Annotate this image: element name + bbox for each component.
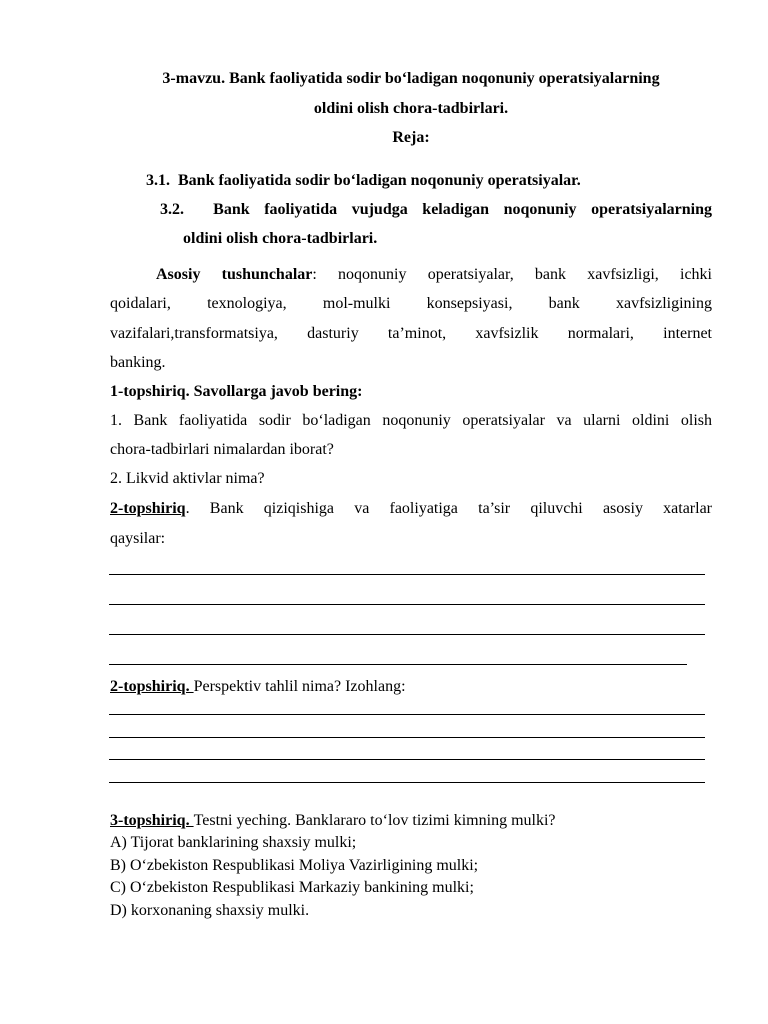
answer-line[interactable] [109,782,705,783]
plan-item-3-2-line2: oldini olish chora-tadbirlari. [183,230,378,247]
plan-item-3-2-line1 [160,195,712,224]
task2a-line1: 2-topshiriq. Bank qiziqishiga va faoliyatiga ta’sir qiluvchi asosiy xatarlar [110,500,713,517]
concepts-line3: vazifalari,transformatsiya, dasturiy ta’minot, xavfsizlik normalari, internet [110,325,712,342]
task1-question1-line1: 1. Bank faoliyatida sodir bo‘ladigan noqonuniy operatsiyalar va ularni oldini olish [110,412,712,429]
topic-title-line1: 3-mavzu. Bank faoliyatida sodir bo‘ladigan noqonuniy operatsiyalarning [162,70,660,87]
plan-item-3-2-text: Bank faoliyatida vujudga keladigan noqonuniy operatsiyalarning [213,201,712,218]
task1-question2: 2. Likvid aktivlar nima? [110,470,265,487]
answer-line[interactable] [109,737,705,738]
topic-title-line2: oldini olish chora-tadbirlari. [313,100,509,117]
task3-option-d[interactable]: D) korxonaning shaxsiy mulki. [110,902,310,919]
plan-item-3-1 [146,166,581,195]
answer-line[interactable] [109,664,687,665]
answer-line[interactable] [109,634,705,635]
plan-heading: Reja: [392,129,430,146]
task1-question1-line2: chora-tadbirlari nimalardan iborat? [110,441,334,458]
answer-line[interactable] [109,759,705,760]
concepts-line4: banking. [110,354,166,371]
task3-text: Testni yeching. Banklararo to‘lov tizimi kimning mulki? [193,812,556,829]
task3-question [110,810,556,832]
concepts-label: Asosiy tushunchalar [156,266,313,283]
task2b-line [110,672,406,701]
plan-item-3-2-number: 3.2. [160,201,184,218]
task3-option-b[interactable]: B) O‘zbekiston Respublikasi Moliya Vazirligining mulki; [110,857,479,874]
plan-item-3-1-text: Bank faoliyatida sodir bo‘ladigan noqonuniy operatsiyalar. [178,172,581,189]
task2a-text: Bank qiziqishiga va faoliyatiga ta’sir qiluvchi asosiy xatarlar [209,500,713,517]
answer-line[interactable] [109,714,705,715]
concepts-line1: Asosiy tushunchalar: noqonuniy operatsiyalar, bank xavfsizligi, ichki [156,266,712,283]
task1-heading: 1-topshiriq. Savollarga javob bering: [110,383,363,400]
plan-item-3-1-number: 3.1. [146,172,170,189]
task2a-line2: qaysilar: [110,530,166,547]
task2a-label: 2-topshiriq [110,500,186,517]
answer-line[interactable] [109,574,705,575]
task3-label: 3-topshiriq. [110,812,194,829]
task3-option-a[interactable]: A) Tijorat banklarining shaxsiy mulki; [110,834,357,851]
concepts-line2: qoidalari, texnologiya, mol-mulki konsepsiyasi, bank xavfsizligining [110,295,712,312]
task2b-label: 2-topshiriq. [110,678,194,695]
task3-option-c[interactable]: C) O‘zbekiston Respublikasi Markaziy bankining mulki; [110,879,474,896]
task2b-text: Perspektiv tahlil nima? Izohlang: [193,678,406,695]
answer-line[interactable] [109,604,705,605]
